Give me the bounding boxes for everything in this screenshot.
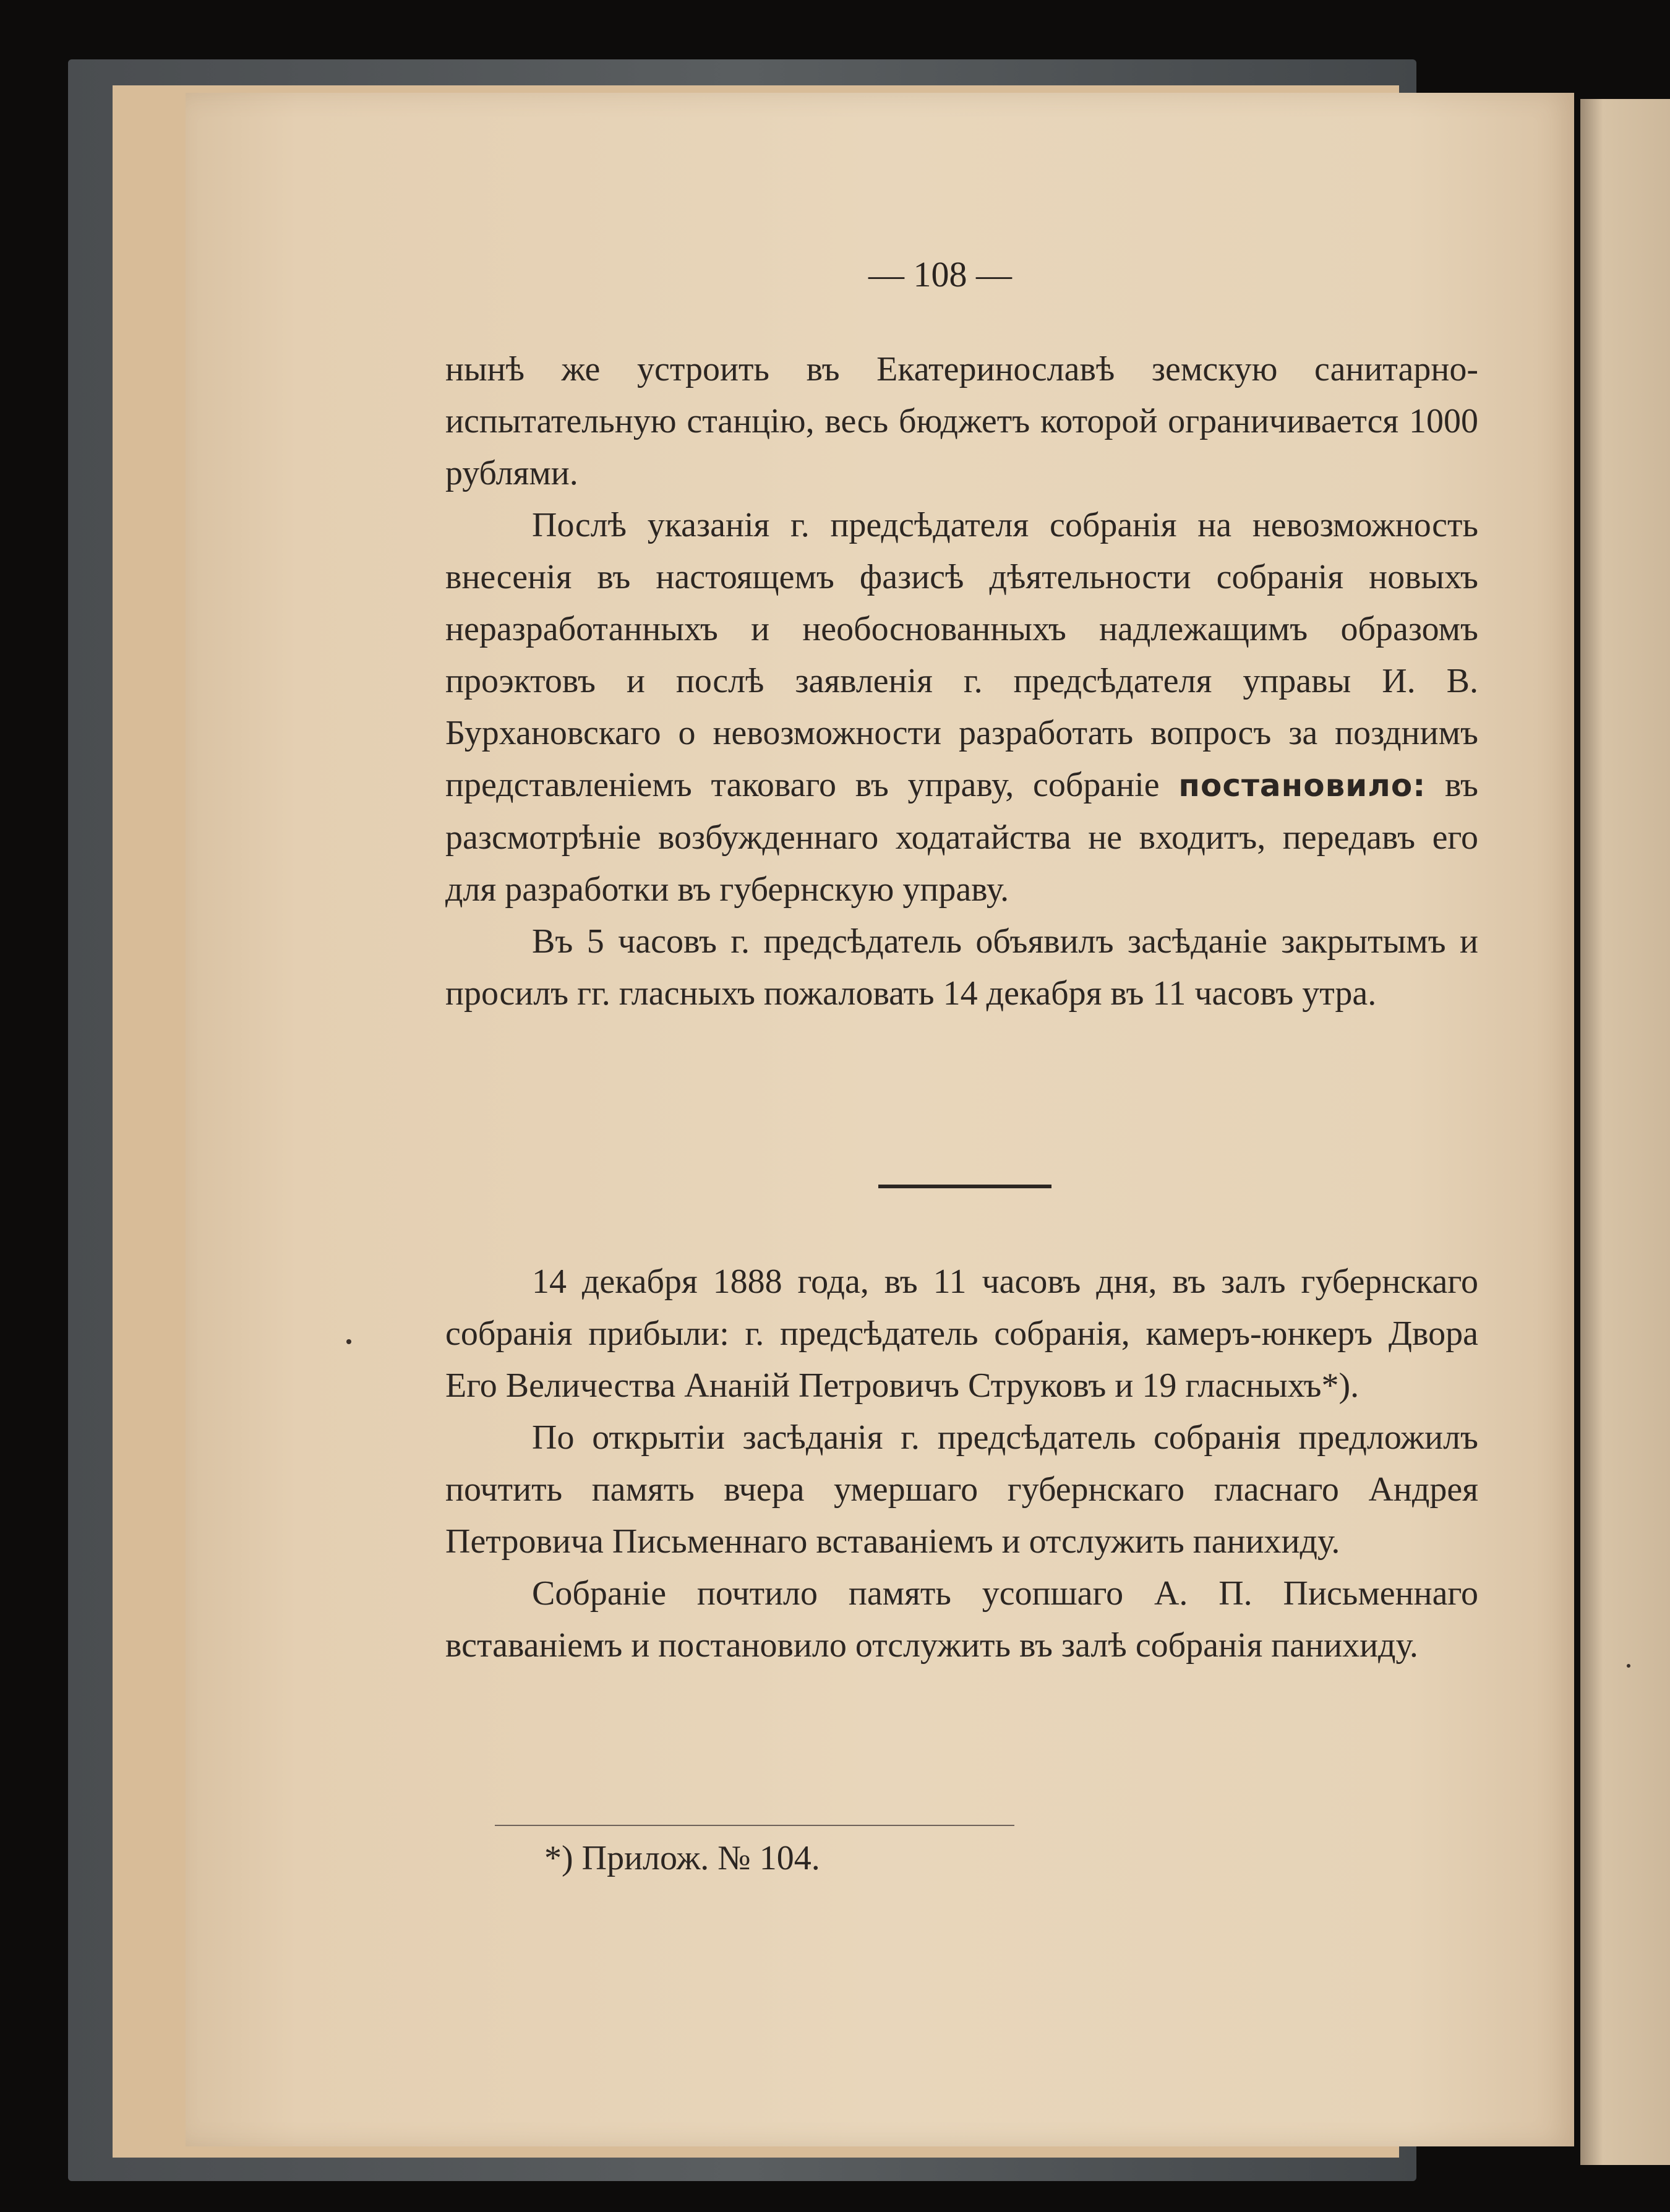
section-divider <box>878 1185 1051 1188</box>
text-block-top <box>445 343 1478 1019</box>
next-page-edge <box>1580 99 1670 2165</box>
paragraph <box>445 1412 1478 1567</box>
text-run: нынѣ же устроить въ Екатеринославѣ земскую санитарно-испытательную станцію, весь бюджетъ которой ограничивается 1000 рублями. <box>445 350 1478 492</box>
text-run: По открытіи засѣданія г. предсѣдатель собранія предложилъ почтить память вчера умершаго губернскаго гласнаго Андрея Петровича Письменнаго вставаніемъ и отслужить панихиду. <box>445 1418 1478 1561</box>
text-block-bottom <box>445 1256 1478 1671</box>
footnote: *) Прилож. № 104. <box>544 1839 820 1877</box>
text-run: 14 декабря 1888 года, въ 11 часовъ дня, въ залъ губернскаго собранія прибыли: г. предсѣдатель собранія, камеръ-юнкеръ Двора Его Величества Ананій Петровичъ Струковъ и 19 гласныхъ*). <box>445 1262 1478 1405</box>
footnote-divider <box>495 1825 1014 1826</box>
paragraph <box>445 1567 1478 1671</box>
paragraph <box>445 343 1478 499</box>
bold-text-run: постановило: <box>1178 768 1426 804</box>
page-number: — 108 — <box>868 254 1012 294</box>
text-run: въ разсмотрѣніе возбужденнаго ходатайства не входитъ, передавъ его для разработки въ губернскую управу. <box>445 766 1478 909</box>
paragraph <box>445 499 1478 915</box>
ink-speck <box>346 1339 351 1344</box>
paragraph <box>445 1256 1478 1412</box>
text-run: Собраніе почтило память усопшаго А. П. Письменнаго вставаніемъ и постановило отслужить въ залѣ собранія панихиду. <box>445 1574 1478 1665</box>
paragraph <box>445 915 1478 1019</box>
text-run: Въ 5 часовъ г. предсѣдатель объявилъ засѣданіе закрытымъ и просилъ гг. гласныхъ пожаловать 14 декабря въ 11 часовъ утра. <box>445 922 1478 1013</box>
ink-speck <box>1627 1664 1630 1668</box>
text-run: Послѣ указанія г. предсѣдателя собранія на невозможность внесенія въ настоящемъ фазисѣ дѣятельности собранія новыхъ неразработанныхъ и необоснованныхъ надлежащимъ образомъ проэктовъ и послѣ заявленія г. предсѣдателя управы И. В. Бурхановскаго о невозможности разработать вопросъ за позднимъ представленіемъ таковаго въ управу, собраніе <box>445 506 1478 804</box>
